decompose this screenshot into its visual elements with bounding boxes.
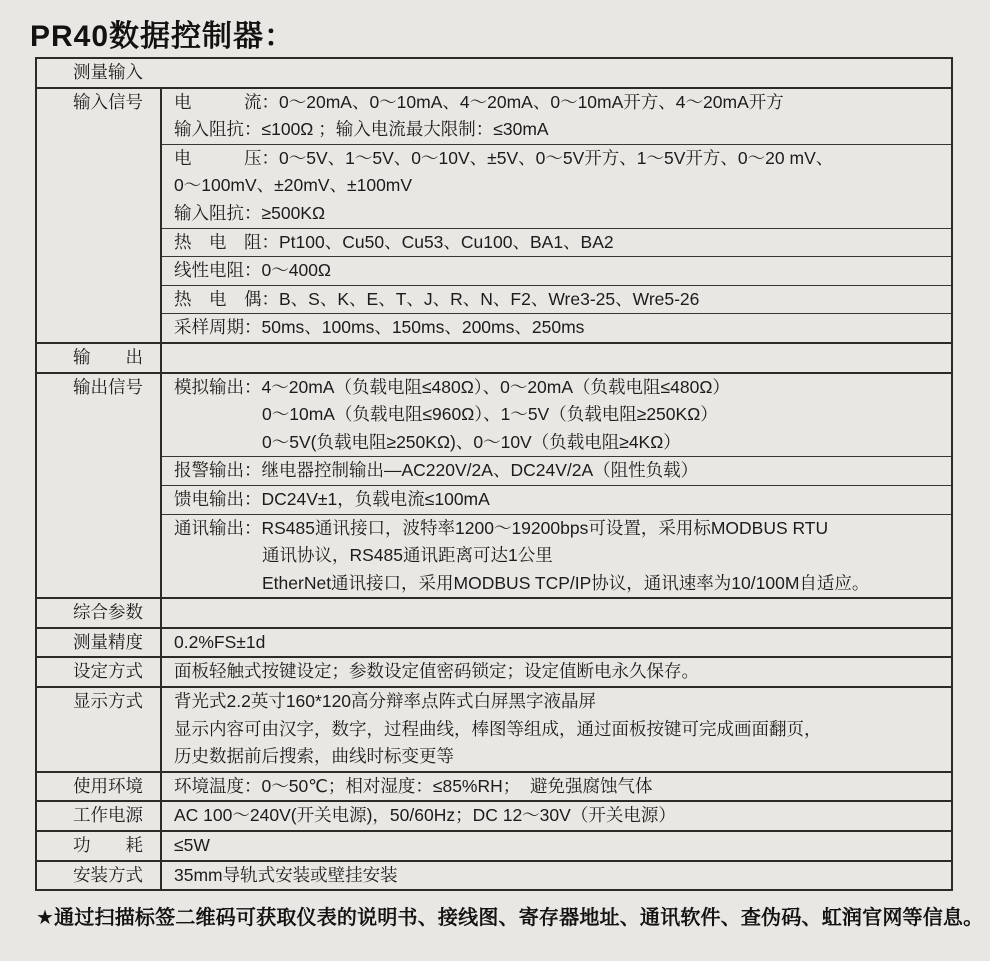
spec-subrow xyxy=(162,486,951,515)
row-subrows xyxy=(162,374,951,598)
spec-line: 输入阻抗：≤100Ω ；输入电流最大限制：≤30mA xyxy=(174,119,549,140)
spec-row xyxy=(37,688,951,773)
spec-line: 通讯协议，RS485通讯距离可达1公里 xyxy=(262,545,553,566)
spec-line: 0～10mA（负载电阻≤960Ω）、1～5V（负载电阻≥250KΩ） xyxy=(262,404,718,425)
spec-row xyxy=(37,773,951,803)
spec-line: 电 流：0～20mA、0～10mA、4～20mA、0～10mA开方、4～20mA开方 xyxy=(174,91,784,112)
spec-line: 输入阻抗：≥500KΩ xyxy=(174,202,326,223)
spec-subrow xyxy=(162,286,951,315)
row-subrows xyxy=(162,89,951,342)
spec-line: 0.2%FS±1d xyxy=(174,631,266,652)
spec-line: EtherNet通讯接口，采用MODBUS TCP/IP协议，通讯速率为10/100M自适应。 xyxy=(262,572,870,593)
spec-line: 电 压：0～5V、1～5V、0～10V、±5V、0～5V开方、1～5V开方、0～20 mV、 xyxy=(174,147,834,168)
spec-subrow xyxy=(162,257,951,286)
spec-line: 显示内容可由汉字，数字，过程曲线，棒图等组成，通过面板按键可完成画面翻页， xyxy=(174,718,822,739)
spec-line: ≤5W xyxy=(174,835,210,856)
spec-line: 0～100mV、±20mV、±100mV xyxy=(174,175,413,196)
row-label: 显示方式 xyxy=(37,688,162,771)
section-label: 输 出 xyxy=(37,344,162,372)
spec-line: 背光式2.2英寸160*120高分辩率点阵式白屏黑字液晶屏 xyxy=(174,691,597,712)
row-label: 输出信号 xyxy=(37,374,162,598)
row-label: 使用环境 xyxy=(37,773,162,801)
spec-line: 馈电输出：DC24V±1，负载电流≤100mA xyxy=(174,488,490,509)
spec-line: 采样周期：50ms、100ms、150ms、200ms、250ms xyxy=(174,317,585,338)
spec-subrow xyxy=(162,229,951,258)
spec-line: AC 100～240V(开关电源)，50/60Hz；DC 12～30V（开关电源） xyxy=(174,805,676,826)
spec-subrow xyxy=(162,515,951,598)
section-label: 综合参数 xyxy=(37,599,162,627)
spec-row xyxy=(37,89,951,344)
spec-line: 热 电 偶：B、S、K、E、T、J、R、N、F2、Wre3-25、Wre5-26 xyxy=(174,288,700,309)
row-value xyxy=(162,802,951,830)
row-label: 输入信号 xyxy=(37,89,162,342)
spec-line: 0～5V(负载电阻≥250KΩ)、0～10V（负载电阻≥4KΩ） xyxy=(262,431,681,452)
empty-cell xyxy=(162,599,951,627)
page-title: PR40数据控制器： xyxy=(30,20,296,53)
spec-line: 通讯输出：RS485通讯接口，波特率1200～19200bps可设置，采用标MODBUS RTU xyxy=(174,517,829,538)
spec-line: 模拟输出：4～20mA（负载电阻≤480Ω）、0～20mA（负载电阻≤480Ω） xyxy=(174,376,730,397)
row-label: 设定方式 xyxy=(37,658,162,686)
row-label: 工作电源 xyxy=(37,802,162,830)
spec-line: 历史数据前后搜索，曲线时标变更等 xyxy=(174,746,454,767)
row-value xyxy=(162,688,951,771)
spec-row xyxy=(37,629,951,659)
spec-row xyxy=(37,862,951,890)
spec-line: 35mm导轨式安装或壁挂安装 xyxy=(174,864,398,885)
spec-row xyxy=(37,802,951,832)
row-label: 功 耗 xyxy=(37,832,162,860)
spec-row xyxy=(37,374,951,600)
spec-subrow xyxy=(162,457,951,486)
section-label: 测量输入 xyxy=(73,62,143,82)
footer-note: ★通过扫描标签二维码可获取仪表的说明书、接线图、寄存器地址、通讯软件、查伪码、虹润官网等信息。 xyxy=(36,907,984,929)
spec-table xyxy=(35,57,953,891)
row-value xyxy=(162,773,951,801)
section-header-row xyxy=(37,59,951,89)
spec-subrow xyxy=(162,314,951,342)
spec-line: 热 电 阻：Pt100、Cu50、Cu53、Cu100、BA1、BA2 xyxy=(174,231,614,252)
spec-line: 环境温度：0～50℃；相对湿度：≤85%RH； 避免强腐蚀气体 xyxy=(174,775,653,796)
spec-line: 线性电阻：0～400Ω xyxy=(174,260,332,281)
spec-subrow xyxy=(162,145,951,229)
spec-subrow xyxy=(162,89,951,145)
row-value xyxy=(162,862,951,890)
row-value xyxy=(162,832,951,860)
row-value xyxy=(162,658,951,686)
spec-line: 面板轻触式按键设定；参数设定值密码锁定；设定值断电永久保存。 xyxy=(174,661,699,682)
spec-row xyxy=(37,832,951,862)
section-header-row xyxy=(37,344,951,374)
row-value xyxy=(162,629,951,657)
spec-subrow xyxy=(162,374,951,458)
spec-line: 报警输出：继电器控制输出—AC220V/2A、DC24V/2A（阻性负载） xyxy=(174,460,699,481)
empty-cell xyxy=(162,344,951,372)
spec-row xyxy=(37,658,951,688)
section-header-row xyxy=(37,599,951,629)
row-label: 安装方式 xyxy=(37,862,162,890)
row-label: 测量精度 xyxy=(37,629,162,657)
